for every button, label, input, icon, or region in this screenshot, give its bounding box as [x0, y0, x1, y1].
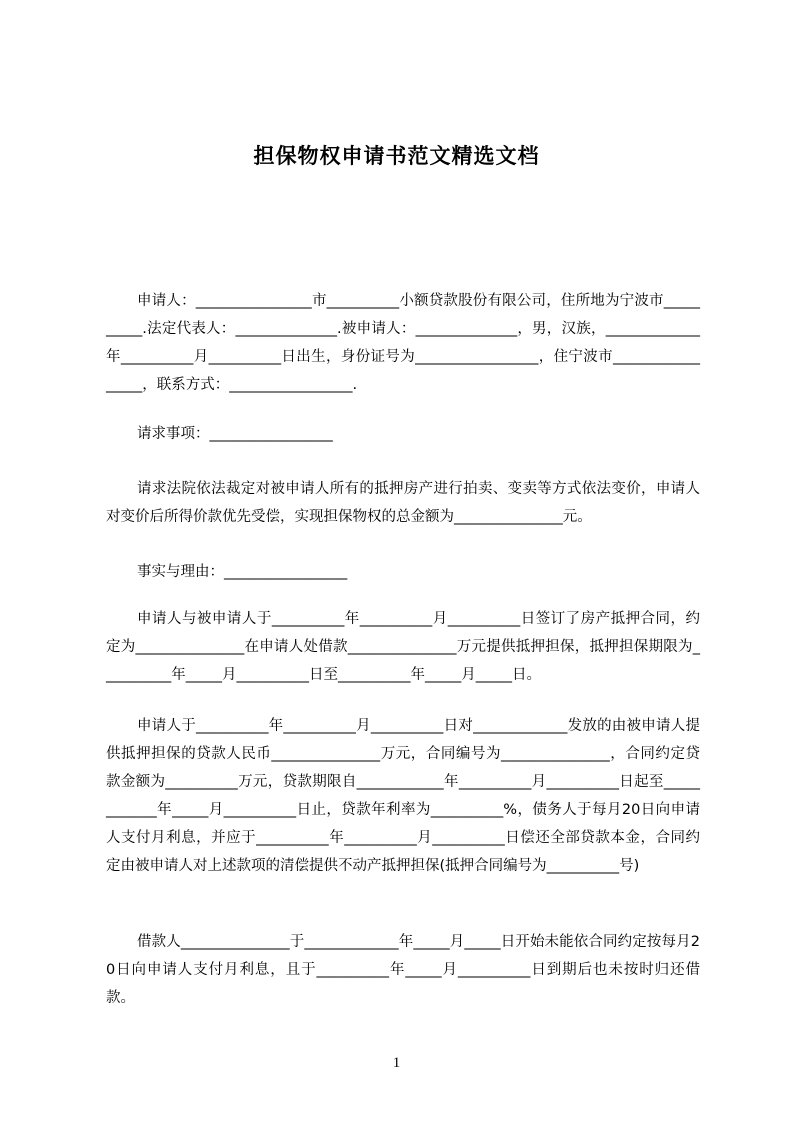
paragraph-default: 借款人_______________于_____________年_____月_____日开始未能依合同约定按每月20日向申请人支付月利息，且于__________年_____月__________日到期后也未按时归还借款。 — [106, 934, 700, 1006]
paragraph-loan-details: 申请人于__________年__________月__________日对_____________发放的由被申请人提供抵押担保的贷款人民币_______________万元，合同编号为_______________，合同约定贷款金额为__________万元，贷款期限自____________年__________月__________日起至____________年_____月__________日止，贷款年利率为__________%，债务人于每月20日向申请人支付月利息，并应于__________年__________月__________日偿还全部贷款本金，合同约定由被申请人对上述款项的清偿提供不动产抵押担保(抵押合同编号为__________号) — [106, 718, 700, 874]
paragraph-applicant-info: 申请人：________________市__________小额贷款股份有限公司，住所地为宁波市__________.法定代表人：______________.被申请人：______________，男，汉族，_____________年__________月__________日出生，身份证号为_________________，住宁波市_________________，联系方式：_________________. — [106, 293, 700, 393]
paragraph-request-content: 请求法院依法裁定对被申请人所有的抵押房产进行拍卖、变卖等方式依法变价，申请人对变价后所得价款优先受偿，实现担保物权的总金额为_______________元。 — [106, 481, 700, 525]
paragraph-mortgage-contract: 申请人与被申请人于__________年__________月__________日签订了房产抵押合同，约定为_______________在申请人处借款_______________万元提供抵押担保，抵押担保期限为__________年_____月__________日至__________年_____月_____日。 — [106, 611, 700, 683]
document-title: 担保物权申请书范文精选文档 — [253, 144, 540, 168]
paragraph-request-heading: 请求事项：_________________ — [137, 426, 333, 442]
page-number: 1 — [392, 1055, 401, 1071]
paragraph-facts-heading: 事实与理由：_________________ — [137, 564, 348, 580]
